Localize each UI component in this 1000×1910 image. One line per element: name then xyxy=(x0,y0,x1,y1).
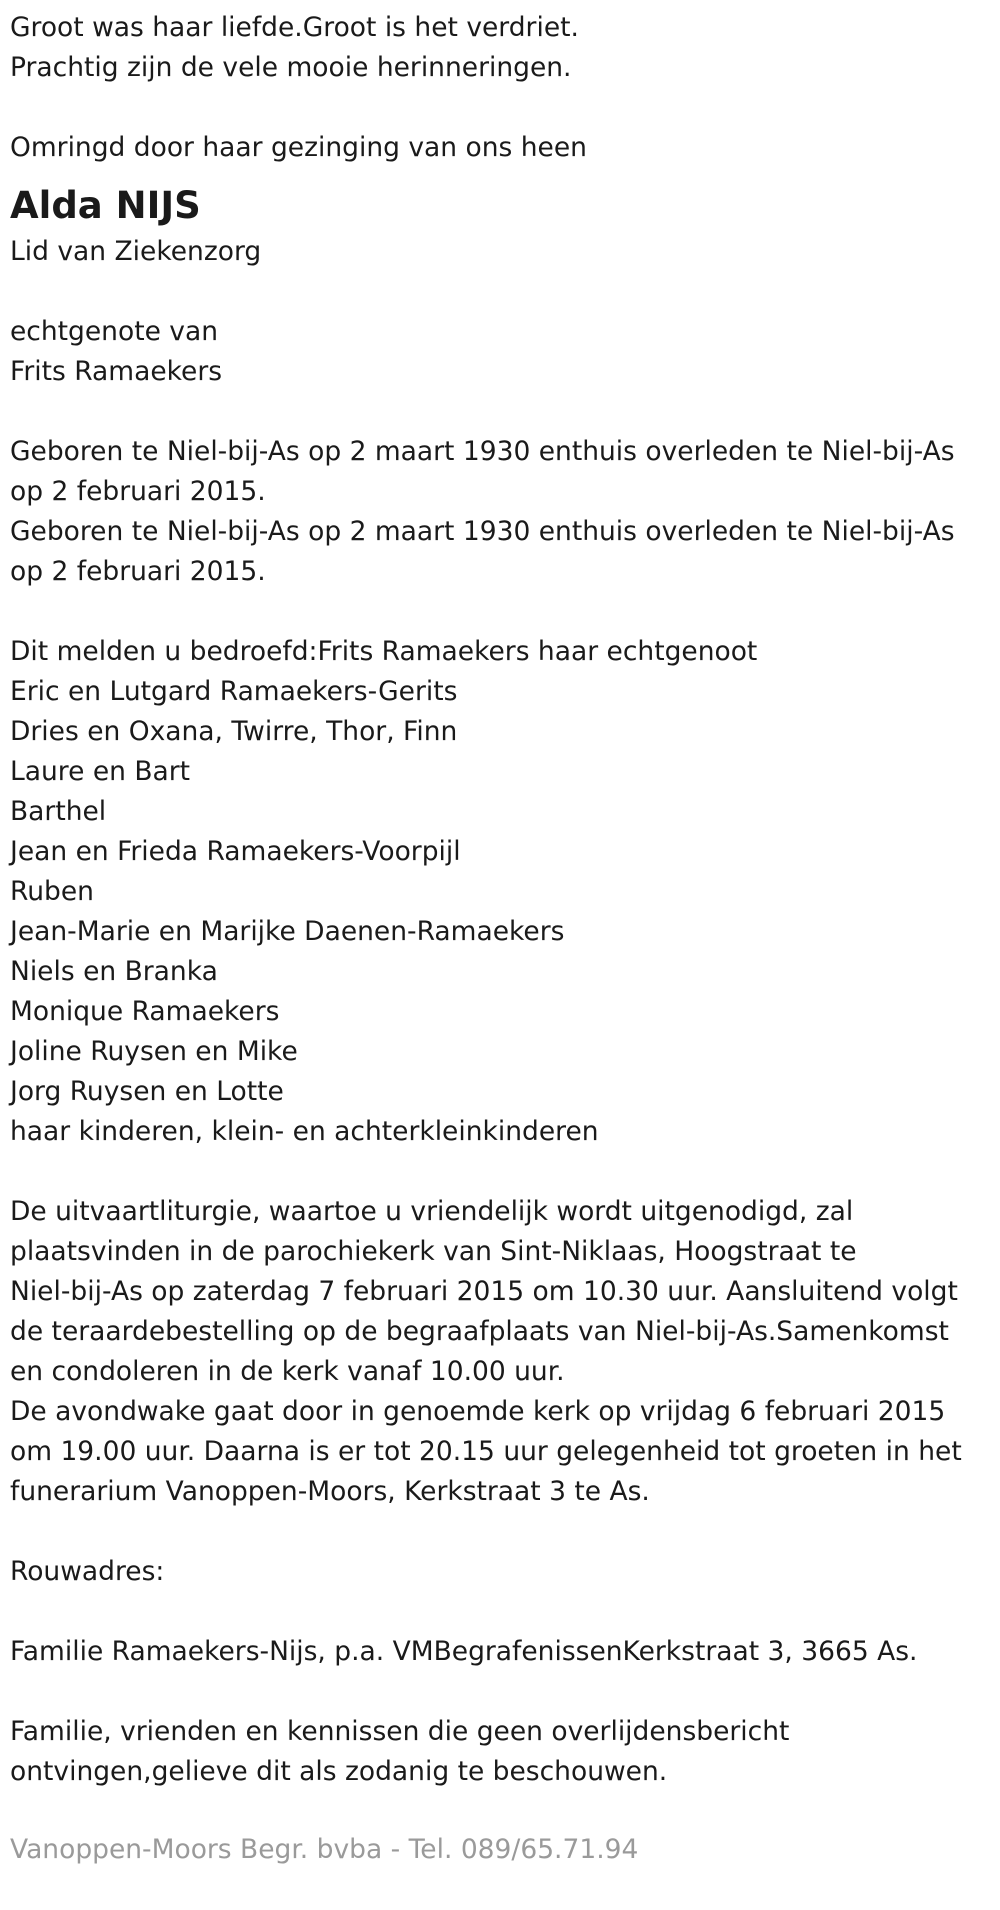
ceremony-line: De avondwake gaat door in genoemde kerk op vrijdag 6 februari 2015 xyxy=(10,1396,946,1427)
spacer xyxy=(10,168,990,178)
family-line: Monique Ramaekers xyxy=(10,996,280,1027)
ceremony-line: Niel-bij-As op zaterdag 7 februari 2015 om 10.30 uur. Aansluitend volgt xyxy=(10,1276,958,1307)
family-line: Joline Ruysen en Mike xyxy=(10,1036,298,1067)
family-line: Jean-Marie en Marijke Daenen-Ramaekers xyxy=(10,916,565,947)
birth-death-info xyxy=(10,432,990,592)
birth-death-line: Geboren te Niel-bij-As op 2 maart 1930 enthuis overleden te Niel-bij-As xyxy=(10,436,955,467)
intro-line: Groot was haar liefde.Groot is het verdriet. xyxy=(10,12,579,43)
surrounded-text: Omringd door haar gezinging van ons heen xyxy=(10,132,587,163)
family-line: haar kinderen, klein- en achterkleinkinderen xyxy=(10,1116,599,1147)
membership-text: Lid van Ziekenzorg xyxy=(10,236,262,267)
family-line: Niels en Branka xyxy=(10,956,218,987)
spacer xyxy=(10,392,990,432)
spacer xyxy=(10,88,990,128)
spouse-label: echtgenote van xyxy=(10,316,219,347)
spouse-name: Frits Ramaekers xyxy=(10,356,223,387)
family-line: Laure en Bart xyxy=(10,756,191,787)
ceremony-line: om 19.00 uur. Daarna is er tot 20.15 uur gelegenheid tot groeten in het xyxy=(10,1436,962,1467)
family-line: Eric en Lutgard Ramaekers-Gerits xyxy=(10,676,458,707)
family-line: Jean en Frieda Ramaekers-Voorpijl xyxy=(10,836,461,867)
ceremony-line: en condoleren in de kerk vanaf 10.00 uur. xyxy=(10,1356,565,1387)
spacer xyxy=(10,1152,990,1192)
address-label: Rouwadres: xyxy=(10,1556,165,1587)
family-line: Dit melden u bedroefd:Frits Ramaekers haar echtgenoot xyxy=(10,636,758,667)
family-line: Barthel xyxy=(10,796,107,827)
spacer xyxy=(10,1672,990,1712)
notice-line: Familie, vrienden en kennissen die geen overlijdensbericht xyxy=(10,1716,790,1747)
spacer xyxy=(10,1592,990,1632)
family-line: Dries en Oxana, Twirre, Thor, Finn xyxy=(10,716,458,747)
notice-line: ontvingen,gelieve dit als zodanig te beschouwen. xyxy=(10,1756,668,1787)
ceremony-info xyxy=(10,1192,990,1512)
birth-death-line: op 2 februari 2015. xyxy=(10,476,266,507)
intro-line: Prachtig zijn de vele mooie herinneringen. xyxy=(10,52,572,83)
family-list xyxy=(10,632,990,1152)
birth-death-line: op 2 februari 2015. xyxy=(10,556,266,587)
spacer xyxy=(10,592,990,632)
ceremony-line: funerarium Vanoppen-Moors, Kerkstraat 3 te As. xyxy=(10,1476,650,1507)
family-line: Jorg Ruysen en Lotte xyxy=(10,1076,284,1107)
family-line: Ruben xyxy=(10,876,94,907)
mourning-address: Familie Ramaekers-Nijs, p.a. VMBegrafenissenKerkstraat 3, 3665 As. xyxy=(10,1636,918,1667)
ceremony-line: de teraardebestelling op de begraafplaats van Niel-bij-As.Samenkomst xyxy=(10,1316,949,1347)
notice-text xyxy=(10,1712,990,1792)
intro-verse xyxy=(10,8,990,88)
deceased-name: Alda NIJS xyxy=(10,184,201,227)
spacer xyxy=(10,272,990,312)
birth-death-line: Geboren te Niel-bij-As op 2 maart 1930 enthuis overleden te Niel-bij-As xyxy=(10,516,955,547)
spacer xyxy=(10,1512,990,1552)
ceremony-line: plaatsvinden in de parochiekerk van Sint-Niklaas, Hoogstraat te xyxy=(10,1236,857,1267)
ceremony-line: De uitvaartliturgie, waartoe u vriendelijk wordt uitgenodigd, zal xyxy=(10,1196,854,1227)
funeral-home-footer: Vanoppen-Moors Begr. bvba - Tel. 089/65.71.94 xyxy=(10,1834,639,1865)
